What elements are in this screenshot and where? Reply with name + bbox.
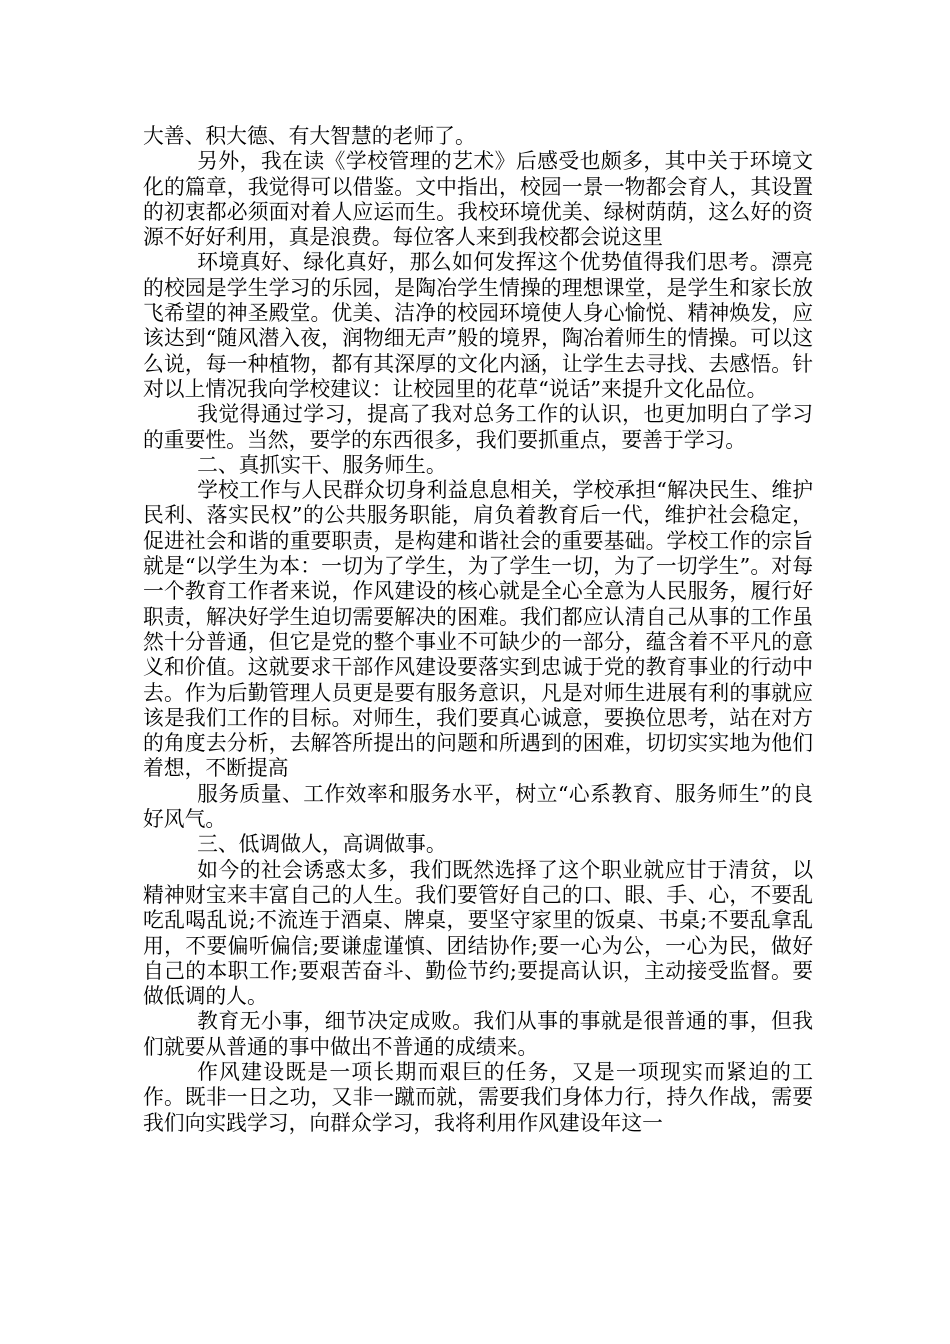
paragraph-2: 另外，我在读《学校管理的艺术》后感受也颇多，其中关于环境文化的篇章，我觉得可以借鉴。文中指出，校园一景一物都会育人，其设置的初衷都必须面对着人应运而生。我校环境优美、绿树荫荫，这么好的资源不好好利用，真是浪费。每位客人来到我校都会说这里 — [143, 149, 813, 250]
paragraph-4: 我觉得通过学习，提高了我对总务工作的认识，也更加明白了学习的重要性。当然，要学的东西很多，我们要抓重点，要善于学习。 — [143, 402, 813, 452]
paragraph-9: 作风建设既是一项长期而艰巨的任务，又是一项现实而紧迫的工作。既非一日之功，又非一蹴而就，需要我们身体力行，持久作战，需要我们向实践学习，向群众学习，我将利用作风建设年这一 — [143, 1059, 813, 1135]
paragraph-3: 环境真好、绿化真好，那么如何发挥这个优势值得我们思考。漂亮的校园是学生学习的乐园，是陶冶学生情操的理想课堂，是学生和家长放飞希望的神圣殿堂。优美、洁净的校园环境使人身心愉悦、精神焕发，应该达到“随风潜入夜，润物细无声”般的境界，陶冶着师生的情操。可以这么说，每一种植物，都有其深厚的文化内涵，让学生去寻找、去感悟。针对以上情况我向学校建议：让校园里的花草“说话”来提升文化品位。 — [143, 250, 813, 401]
paragraph-7: 如今的社会诱惑太多，我们既然选择了这个职业就应甘于清贫，以精神财宝来丰富自己的人生。我们要管好自己的口、眼、手、心，不要乱吃乱喝乱说;不流连于酒桌、牌桌，要坚守家里的饭桌、书桌;不要乱拿乱用，不要偏听偏信;要谦虚谨慎、团结协作;要一心为公，一心为民，做好自己的本职工作;要艰苦奋斗、勤俭节约;要提高认识，主动接受监督。要做低调的人。 — [143, 857, 813, 1009]
section-heading-2: 二、真抓实干、服务师生。 — [197, 452, 447, 477]
paragraph-6: 服务质量、工作效率和服务水平，树立“心系教育、服务师生”的良好风气。 — [143, 781, 813, 832]
document-body — [143, 124, 813, 1136]
paragraph-5: 学校工作与人民群众切身利益息息相关，学校承担“解决民生、维护民利、落实民权”的公共服务职能，肩负着教育后一代，维护社会稳定，促进社会和谐的重要职责，是构建和谐社会的重要基础。学校工作的宗旨就是“以学生为本：一切为了学生，为了学生一切，为了一切学生”。对每一个教育工作者来说，作风建设的核心就是全心全意为人民服务，履行好职责，解决好学生迫切需要解决的困难。我们都应认清自己从事的工作虽然十分普通，但它是党的整个事业不可缺少的一部分，蕴含着不平凡的意义和价值。这就要求干部作风建设要落实到忠诚于党的教育事业的行动中去。作为后勤管理人员更是要有服务意识，凡是对师生进展有利的事就应该是我们工作的目标。对师生，我们要真心诚意，要换位思考，站在对方的角度去分析，去解答所提出的问题和所遇到的困难，切切实实地为他们着想，不断提高 — [143, 478, 813, 781]
paragraph-8: 教育无小事，细节决定成败。我们从事的事就是很普通的事，但我们就要从普通的事中做出不普通的成绩来。 — [143, 1009, 813, 1059]
paragraph-1: 大善、积大德、有大智慧的老师了。 — [143, 124, 476, 148]
section-heading-3: 三、低调做人，高调做事。 — [197, 832, 447, 857]
